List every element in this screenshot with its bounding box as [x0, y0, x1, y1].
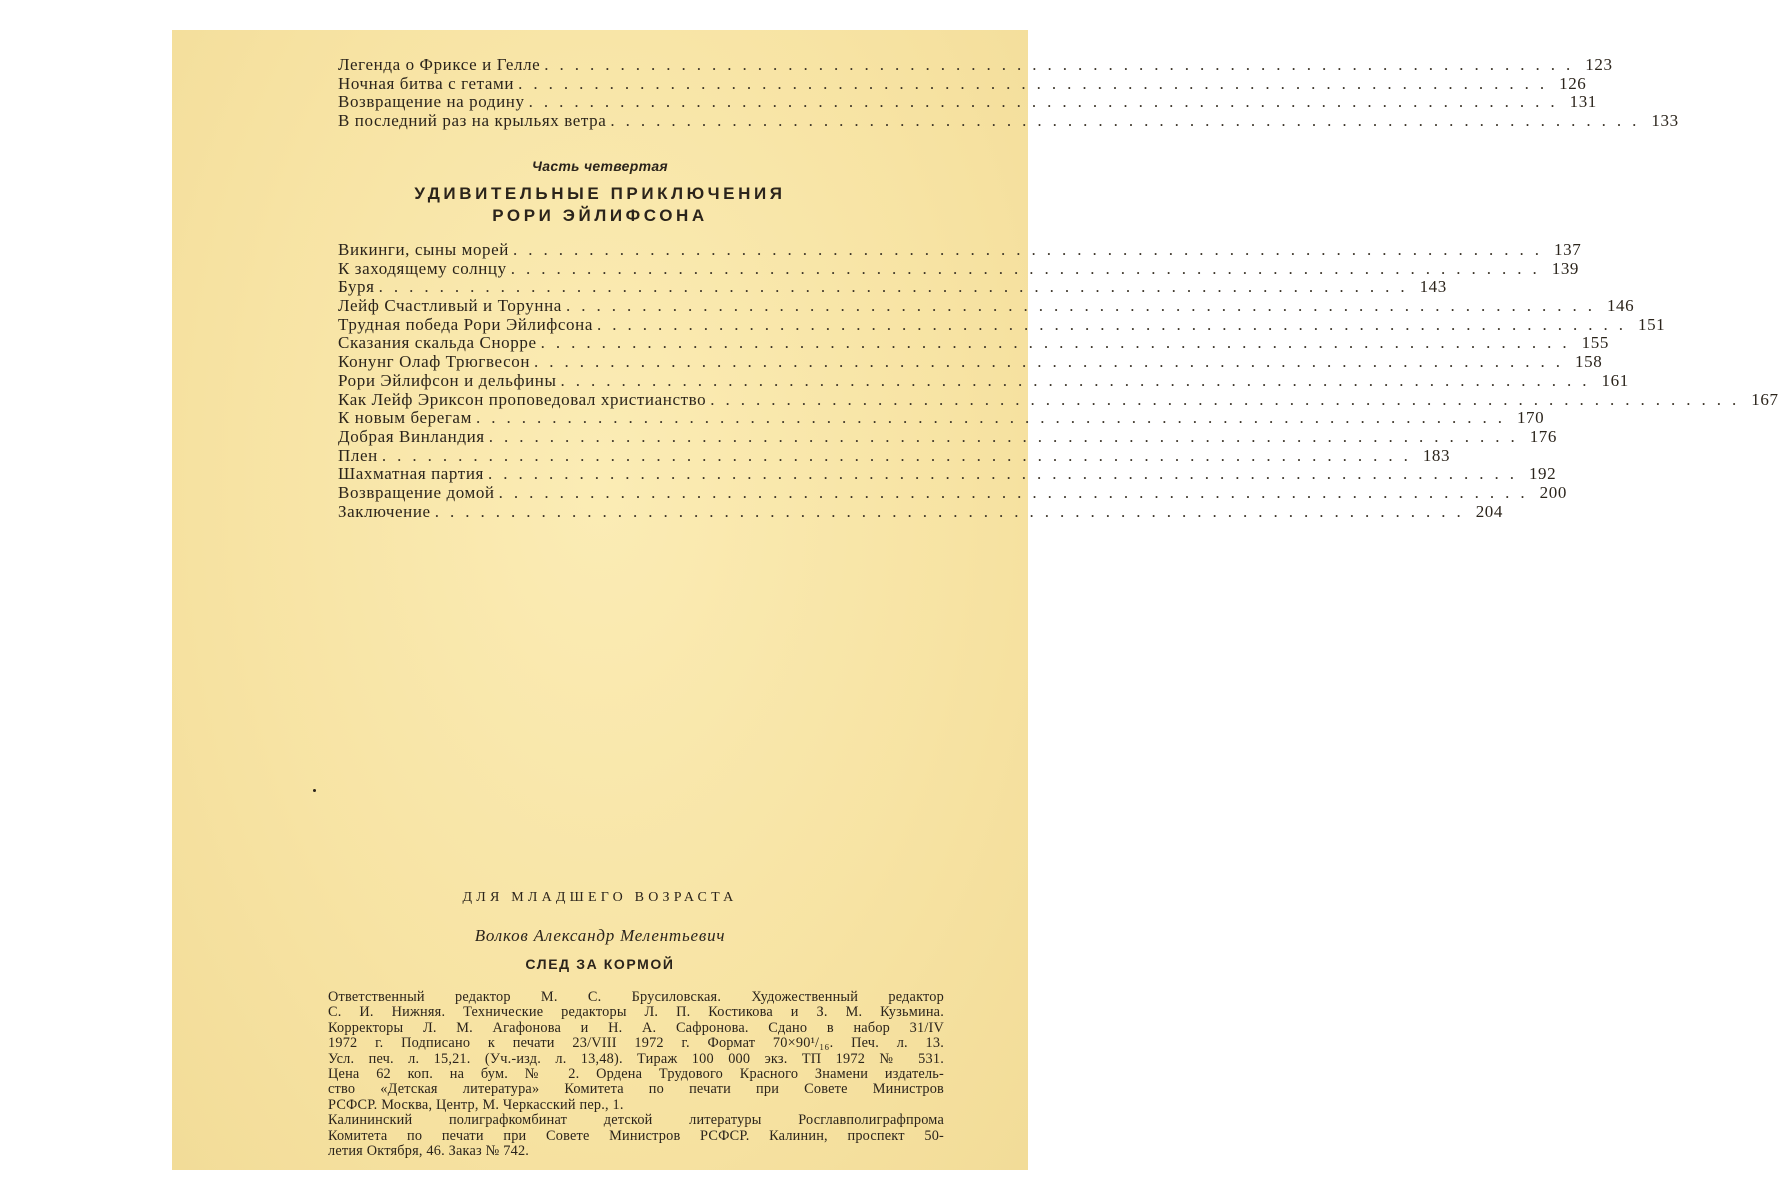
toc-entry-page: 126: [1559, 73, 1587, 93]
leader-dots: ....................................................................: [518, 73, 1556, 93]
imprint-line: 1972 г. Подписано к печати 23/VIII 1972 г. Формат 70×90¹/₁₆. Печ. л. 13.: [328, 1035, 944, 1052]
toc-part3-list: [338, 55, 1679, 131]
toc-entry-title: Лейф Счастливый и Торунна: [338, 296, 562, 316]
imprint-line: Калининский полиграфкомбинат детской литературы Росглавполиграфпрома: [328, 1112, 944, 1129]
leader-dots: ....................................................................: [710, 389, 1748, 409]
toc-entry: [338, 352, 1603, 372]
toc-entry: [338, 464, 1557, 484]
leader-dots: ....................................................................: [540, 333, 1578, 353]
toc-entry: [338, 92, 1597, 112]
imprint-line: летия Октября, 46. Заказ № 742.: [328, 1142, 530, 1159]
toc-entry-page: 143: [1419, 277, 1447, 297]
toc-entry: [338, 55, 1613, 75]
toc-entry-page: 151: [1637, 314, 1666, 334]
toc-entry: [338, 482, 1567, 503]
author-name: Волков Александр Мелентьевич: [474, 926, 726, 945]
leader-dots: ....................................................................: [596, 314, 1634, 334]
leader-dots: ....................................................................: [544, 55, 1582, 74]
toc-entry-title: Плен: [338, 445, 378, 465]
toc-entry-title: Как Лейф Эриксон проповедовал христианство: [338, 389, 707, 409]
toc-entry-title: Ночная битва с гетами: [338, 73, 515, 93]
toc-entry-title: Добрая Винландия: [338, 426, 485, 446]
toc-entry-title: К новым берегам: [338, 408, 472, 428]
toc-entry: [338, 426, 1557, 447]
leader-dots: ....................................................................: [475, 408, 1513, 428]
toc-entry-title: Легенда о Фриксе и Гелле: [338, 55, 541, 74]
leader-dots: ....................................................................: [510, 258, 1548, 278]
leader-dots: ....................................................................: [534, 352, 1572, 372]
imprint-line: ство «Детская литература» Комитета по печати при Совете Министров: [328, 1081, 944, 1098]
toc-entry-title: К заходящему солнцу: [338, 258, 507, 278]
book-page: [172, 30, 1779, 1170]
toc-entry-page: 176: [1529, 426, 1557, 446]
toc-entry: [338, 501, 1504, 522]
toc-entry-page: 167: [1751, 389, 1779, 409]
toc-entry-title: Возвращение на родину: [338, 92, 525, 112]
toc-part4-list: [338, 240, 1779, 521]
leader-dots: ....................................................................: [528, 92, 1566, 112]
toc-entry-title: Рори Эйлифсон и дельфины: [338, 370, 557, 390]
toc-entry: [338, 389, 1779, 410]
imprint-line: Цена 62 коп. на бум. № 2. Ордена Трудового Красного Знамени издатель-: [328, 1065, 944, 1082]
leader-dots: ....................................................................: [498, 482, 1536, 502]
leader-dots: ....................................................................: [560, 370, 1598, 390]
series-label: ДЛЯ МЛАДШЕГО ВОЗРАСТА: [462, 890, 738, 905]
toc-entry-title: Сказания скальда Снорре: [338, 333, 537, 353]
toc-entry-page: 131: [1569, 92, 1597, 112]
toc-entry-page: 161: [1601, 370, 1629, 390]
toc-entry: [338, 277, 1447, 297]
imprint-line: Ответственный редактор М. С. Брусиловская. Художественный редактор: [328, 989, 944, 1005]
part-title-line1: УДИВИТЕЛЬНЫЕ ПРИКЛЮЧЕНИЯ: [414, 184, 786, 203]
toc-entry-page: 170: [1516, 408, 1545, 428]
toc-entry-title: В последний раз на крыльях ветра: [338, 111, 607, 131]
leader-dots: ....................................................................: [378, 277, 1416, 297]
imprint-line: Комитета по печати при Совете Министров РСФСР. Калинин, проспект 50-: [328, 1127, 944, 1144]
ink-speck: [313, 789, 316, 792]
imprint-block: [328, 990, 944, 1159]
toc-entry-page: 123: [1585, 55, 1613, 74]
toc-entry-page: 204: [1475, 501, 1504, 521]
toc-entry-title: Шахматная партия: [338, 464, 484, 484]
toc-entry: [338, 370, 1629, 391]
toc-entry: [338, 240, 1582, 260]
book-title: СЛЕД ЗА КОРМОЙ: [525, 956, 675, 972]
toc-entry: [338, 333, 1609, 353]
toc-entry-page: 158: [1575, 352, 1603, 372]
leader-dots: ....................................................................: [488, 426, 1526, 446]
toc-entry-page: 137: [1554, 240, 1582, 259]
toc-entry-page: 133: [1651, 111, 1679, 131]
toc-entry: [338, 111, 1679, 131]
toc-entry-title: Викинги, сыны морей: [338, 240, 509, 259]
toc-entry-title: Конунг Олаф Трюгвесон: [338, 352, 531, 372]
toc-entry: [338, 258, 1580, 279]
toc-entry-page: 200: [1539, 482, 1567, 502]
toc-entry-title: Возвращение домой: [338, 482, 495, 502]
imprint-line: Корректоры Л. М. Агафонова и Н. А. Сафронова. Сдано в набор 31/IV: [328, 1019, 944, 1036]
toc-entry-title: Буря: [338, 277, 375, 297]
toc-entry-title: Трудная победа Рори Эйлифсона: [338, 314, 593, 334]
leader-dots: ....................................................................: [381, 445, 1419, 465]
toc-entry-page: 146: [1606, 296, 1635, 316]
leader-dots: ....................................................................: [487, 464, 1525, 484]
imprint-line: Усл. печ. л. 15,21. (Уч.-изд. л. 13,48). Тираж 100 000 экз. ТП 1972 № 531.: [328, 1050, 944, 1067]
leader-dots: ....................................................................: [565, 296, 1603, 316]
toc-entry: [338, 296, 1635, 316]
leader-dots: ....................................................................: [434, 501, 1472, 521]
toc-entry-page: 183: [1422, 445, 1451, 465]
part-title-line2: РОРИ ЭЙЛИФСОНА: [492, 206, 708, 225]
part-label: Часть четвертая: [532, 158, 668, 174]
leader-dots: ....................................................................: [610, 111, 1648, 131]
toc-entry: [338, 73, 1587, 94]
toc-entry: [338, 314, 1666, 335]
toc-entry-page: 139: [1551, 258, 1580, 278]
imprint-line: РСФСР. Москва, Центр, М. Черкасский пер., 1.: [328, 1096, 624, 1113]
toc-entry: [338, 408, 1545, 428]
imprint-line: С. И. Нижняя. Технические редакторы Л. П. Костикова и З. М. Кузьмина.: [328, 1004, 944, 1021]
toc-entry-page: 155: [1581, 333, 1609, 353]
leader-dots: ....................................................................: [513, 240, 1550, 259]
toc-entry-page: 192: [1528, 464, 1557, 484]
toc-entry: [338, 445, 1451, 466]
toc-entry-title: Заключение: [338, 501, 431, 521]
